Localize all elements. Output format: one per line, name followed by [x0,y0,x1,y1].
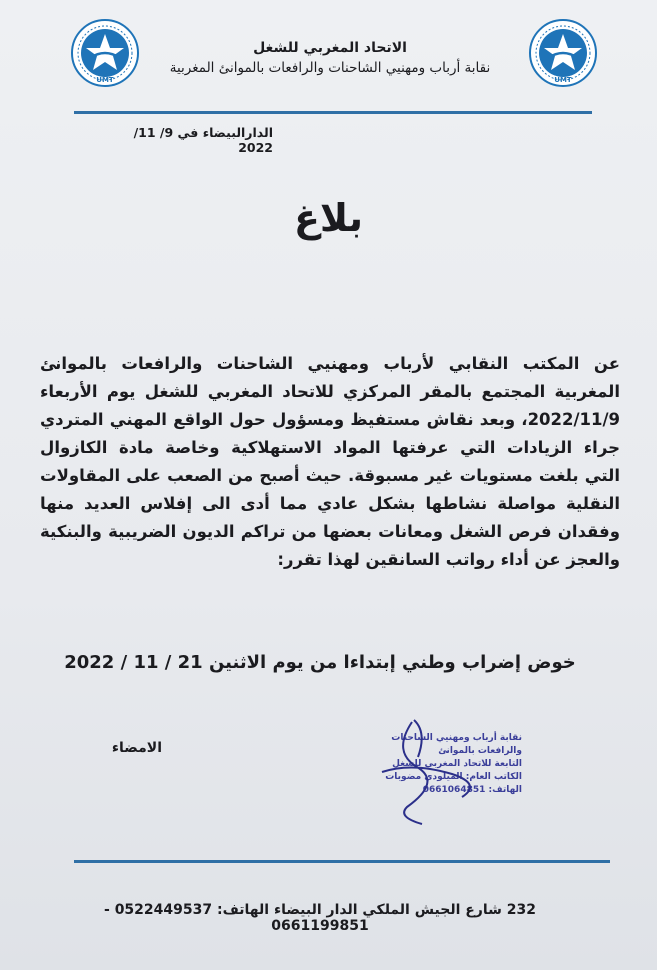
document-title: بلاغ [293,196,364,240]
stamp-line: التابعة للاتحاد المغربي للشغل [392,759,522,769]
body-line: وفقدان فرص الشغل ومعانات بعضها من تراكم الديون الضريبية والبنكية [40,522,620,541]
stamp-line: الكاتب العام: الميلودي مضوبات [385,772,522,782]
signature-label: الامضاء [111,740,162,756]
document-body [40,350,620,574]
footer-address: 232 شارع الجيش الملكي الدار البيضاء الهاتف: 0522449537 - 0661199851 [104,902,536,934]
body-line: عن المكتب النقابي لأرباب ومهنيي الشاحنات والرافعات بالموانئ [40,354,620,373]
union-name: الاتحاد المغربي للشغل [253,40,407,56]
body-line: والعجز عن أداء رواتب السانقين لهذا تقرر: [277,550,620,569]
body-line: النقلية مواصلة نشاطها بشكل عادي مما أدى الى إفلاس العديد منها [40,494,620,513]
umt-logo-right [528,18,598,88]
stamp-line: نقابة أرباب ومهنيي الشاحنات [391,733,522,743]
logo-text: UMT [554,76,572,84]
stamp-line: الهاتف: 0661064851 [422,785,522,795]
letterhead [150,40,510,76]
body-line: التي بلغت مستويات غير مسبوقة. حيث أصبح من الصعب على المقاولات [40,466,620,485]
syndicate-name: نقابة أرباب ومهنيي الشاحنات والرافعات بالموانئ المغربية [169,60,491,76]
document-date: الدارالبيضاء في 9/ 11/ 2022 [133,125,273,155]
body-line: المغربية المجتمع بالمقر المركزي للاتحاد المغربي للشغل يوم الأربعاء [40,382,620,401]
header-divider [74,111,592,114]
logo-text: UMT [96,76,114,84]
body-line: جراء الزيادات التي عرفتها المواد الاستهلاكية وخاصة مادة الكازوال [40,438,620,457]
body-line: 2022/11/9، وبعد نقاش مستفيظ ومسؤول حول الواقع المهني المتردي [40,410,620,429]
official-stamp [322,712,532,827]
strike-decision: خوض إضراب وطني إبتداءا من يوم الاثنين 21 / 11 / 2022 [64,652,576,673]
footer-divider [74,860,610,863]
umt-logo-left [70,18,140,88]
stamp-line: والرافعات بالموانئ [438,746,522,756]
